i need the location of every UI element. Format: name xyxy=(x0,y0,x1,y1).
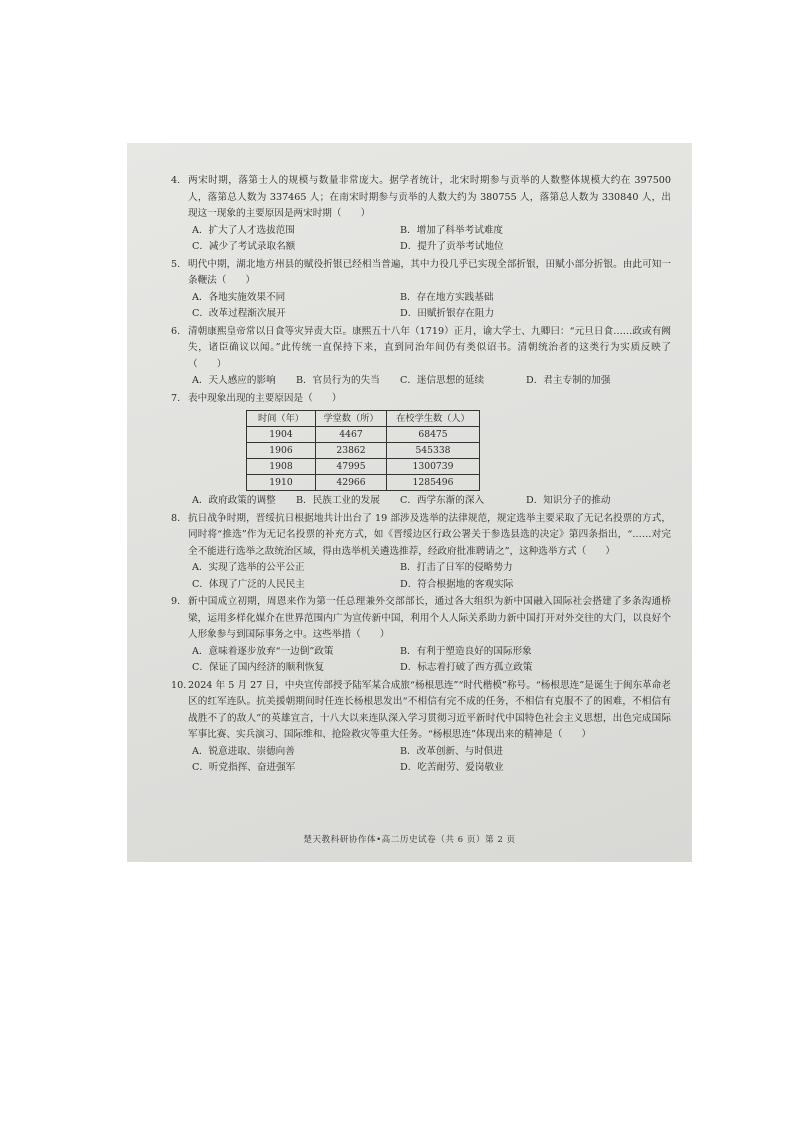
option-d: D．标志着打破了西方孤立政策 xyxy=(400,662,533,673)
option-b: B．存在地方实践基础 xyxy=(400,291,494,303)
cell-year: 1910 xyxy=(247,475,316,491)
option-d: D．吃苦耐劳、爱岗敬业 xyxy=(400,762,504,773)
question-stem: 2024 年 5 月 27 日，中央宣传部授予陆军某合成旅“杨根思连”“时代楷模”称号。“杨根思连”是诞生于闽东革命老区的红军连队。抗美援朝期间时任连长杨根思发出“不相信有完不成的任务，不相信有克服不了的困难，不相信有战胜不了的敌人”的英雄宣言，十八大以来连队深入学习贯彻习近平新时代中国特色社会主义思想，出色完成国际军事比赛、实兵演习、国际维和、抢险救灾等重大任务。“杨根思连”体现出来的精神是（ ） xyxy=(188,679,671,740)
options xyxy=(188,373,671,390)
header-students: 在校学生数（人） xyxy=(387,411,480,427)
option-b: B．改革创新、与时俱进 xyxy=(400,745,503,757)
option-a: A．实现了选举的公平公正 xyxy=(192,562,305,573)
option-a: A．政府政策的调整 xyxy=(192,495,276,506)
question-number: 6. xyxy=(171,325,181,337)
question-number: 5. xyxy=(171,258,181,270)
question-stem: 表中现象出现的主要原因是（ ） xyxy=(188,392,342,404)
table-row xyxy=(247,443,480,459)
question-number: 8. xyxy=(171,512,181,524)
option-c: C．听党指挥、奋进强军 xyxy=(192,762,296,773)
question-stem: 新中国成立初期，周恩来作为第一任总理兼外交部部长，通过各大组织为新中国融入国际社会搭建了多条沟通桥梁，运用多样化媒介在世界范围内广为宣传新中国，利用个人人际关系助力新中国打开对外交往的大门，以良好个人形象参与到国际事务之中。这些举措（ ） xyxy=(188,596,671,640)
cell-schools: 47995 xyxy=(316,459,387,475)
question-number: 10. xyxy=(171,679,187,691)
question-number: 7. xyxy=(171,392,181,404)
option-a: A．锐意进取、崇德向善 xyxy=(192,745,295,757)
cell-year: 1908 xyxy=(247,459,316,475)
option-b: B．民族工业的发展 xyxy=(296,495,380,506)
question-number: 9. xyxy=(171,596,181,607)
question-6 xyxy=(171,324,671,390)
exam-page-photo xyxy=(127,143,692,862)
option-c: C．西学东渐的深入 xyxy=(400,495,485,506)
option-c: C．迷信思想的延续 xyxy=(400,375,485,386)
cell-year: 1906 xyxy=(247,443,316,459)
question-8 xyxy=(171,511,671,594)
option-b: B．增加了科举考试难度 xyxy=(400,224,503,236)
options xyxy=(188,644,671,677)
cell-students: 1300739 xyxy=(387,459,480,475)
table-row xyxy=(247,459,480,475)
option-a: A．天人感应的影响 xyxy=(192,375,276,386)
table-row xyxy=(247,427,480,443)
option-d: D．知识分子的推动 xyxy=(526,495,611,506)
table-header-row xyxy=(247,411,480,427)
option-c: C．保证了国内经济的顺利恢复 xyxy=(192,662,325,673)
option-b: B．官员行为的失当 xyxy=(296,375,380,386)
table-row xyxy=(247,475,480,491)
option-a: A．各地实施效果不同 xyxy=(192,291,286,303)
options xyxy=(188,744,671,777)
question-stem: 明代中期，湖北地方州县的赋役折银已经相当普遍，其中力役几乎已实现全部折银，田赋小部分折银。由此可知一条鞭法（ ） xyxy=(188,258,671,286)
question-5 xyxy=(171,257,671,323)
question-7 xyxy=(171,391,671,510)
question-stem: 抗日战争时期，晋绥抗日根据地共计出台了 19 部涉及选举的法律规范，规定选举主要采取了无记名投票的方式，同时将“推选”作为无记名投票的补充方式，如《晋绥边区行政公署关于参选县选的决定》第四条指出，“……对完全不能进行选举之敌统治区域，得由选举机关遴选推荐，经政府批准聘请之”，这种选举方式（ ） xyxy=(188,512,671,557)
question-list xyxy=(171,173,671,778)
question-stem: 两宋时期，落第士人的规模与数量非常庞大。据学者统计，北宋时期参与贡举的人数整体规模大约在 397500 人，落第总人数为 337465 人；在南宋时期参与贡举的人数大约为 380755 人，落第总人数为 330840 人，出现这一现象的主要原因是两宋时期（ ） xyxy=(188,175,671,219)
options xyxy=(188,560,671,593)
cell-students: 545338 xyxy=(387,443,480,459)
option-d: D．田赋折银存在阻力 xyxy=(400,308,495,319)
option-d: D．符合根据地的客观实际 xyxy=(400,578,514,590)
question-10 xyxy=(171,678,671,777)
question-9 xyxy=(171,594,671,677)
question-4 xyxy=(171,173,671,256)
options xyxy=(188,290,671,323)
option-a: A．意味着逐步放弃“一边倒”政策 xyxy=(192,645,334,657)
option-c: C．改革过程渐次展开 xyxy=(192,308,286,319)
cell-schools: 4467 xyxy=(316,427,387,443)
question-stem: 清朝康熙皇帝常以日食等灾异责大臣。康熙五十八年（1719）正月，谕大学士、九卿曰：“元旦日食……政或有阙失，诸臣确议以闻。”此传统一直保持下来，直到同治年间仍有类似诏书。清朝统治者的这类行为实质反映了（ ） xyxy=(188,325,671,370)
header-year: 时间（年） xyxy=(247,411,316,427)
option-b: B．有利于塑造良好的国际形象 xyxy=(400,645,532,657)
option-d: D．提升了贡举考试地位 xyxy=(400,241,504,252)
page-footer: 楚天教科研协作体•高二历史试卷（共 6 页）第 2 页 xyxy=(303,835,516,845)
school-statistics-table xyxy=(246,410,480,491)
cell-students: 68475 xyxy=(387,427,480,443)
options xyxy=(188,223,671,256)
header-schools: 学堂数（所） xyxy=(316,411,387,427)
cell-schools: 23862 xyxy=(316,443,387,459)
option-a: A．扩大了人才选拔范围 xyxy=(192,224,295,236)
option-b: B．打击了日军的侵略势力 xyxy=(400,562,513,573)
option-c: C．体现了广泛的人民民主 xyxy=(192,578,305,590)
question-number: 4. xyxy=(171,175,181,186)
options xyxy=(188,493,671,510)
cell-students: 1285496 xyxy=(387,475,480,491)
option-c: C．减少了考试录取名额 xyxy=(192,241,296,252)
option-d: D．君主专制的加强 xyxy=(526,375,611,386)
cell-year: 1904 xyxy=(247,427,316,443)
cell-schools: 42966 xyxy=(316,475,387,491)
